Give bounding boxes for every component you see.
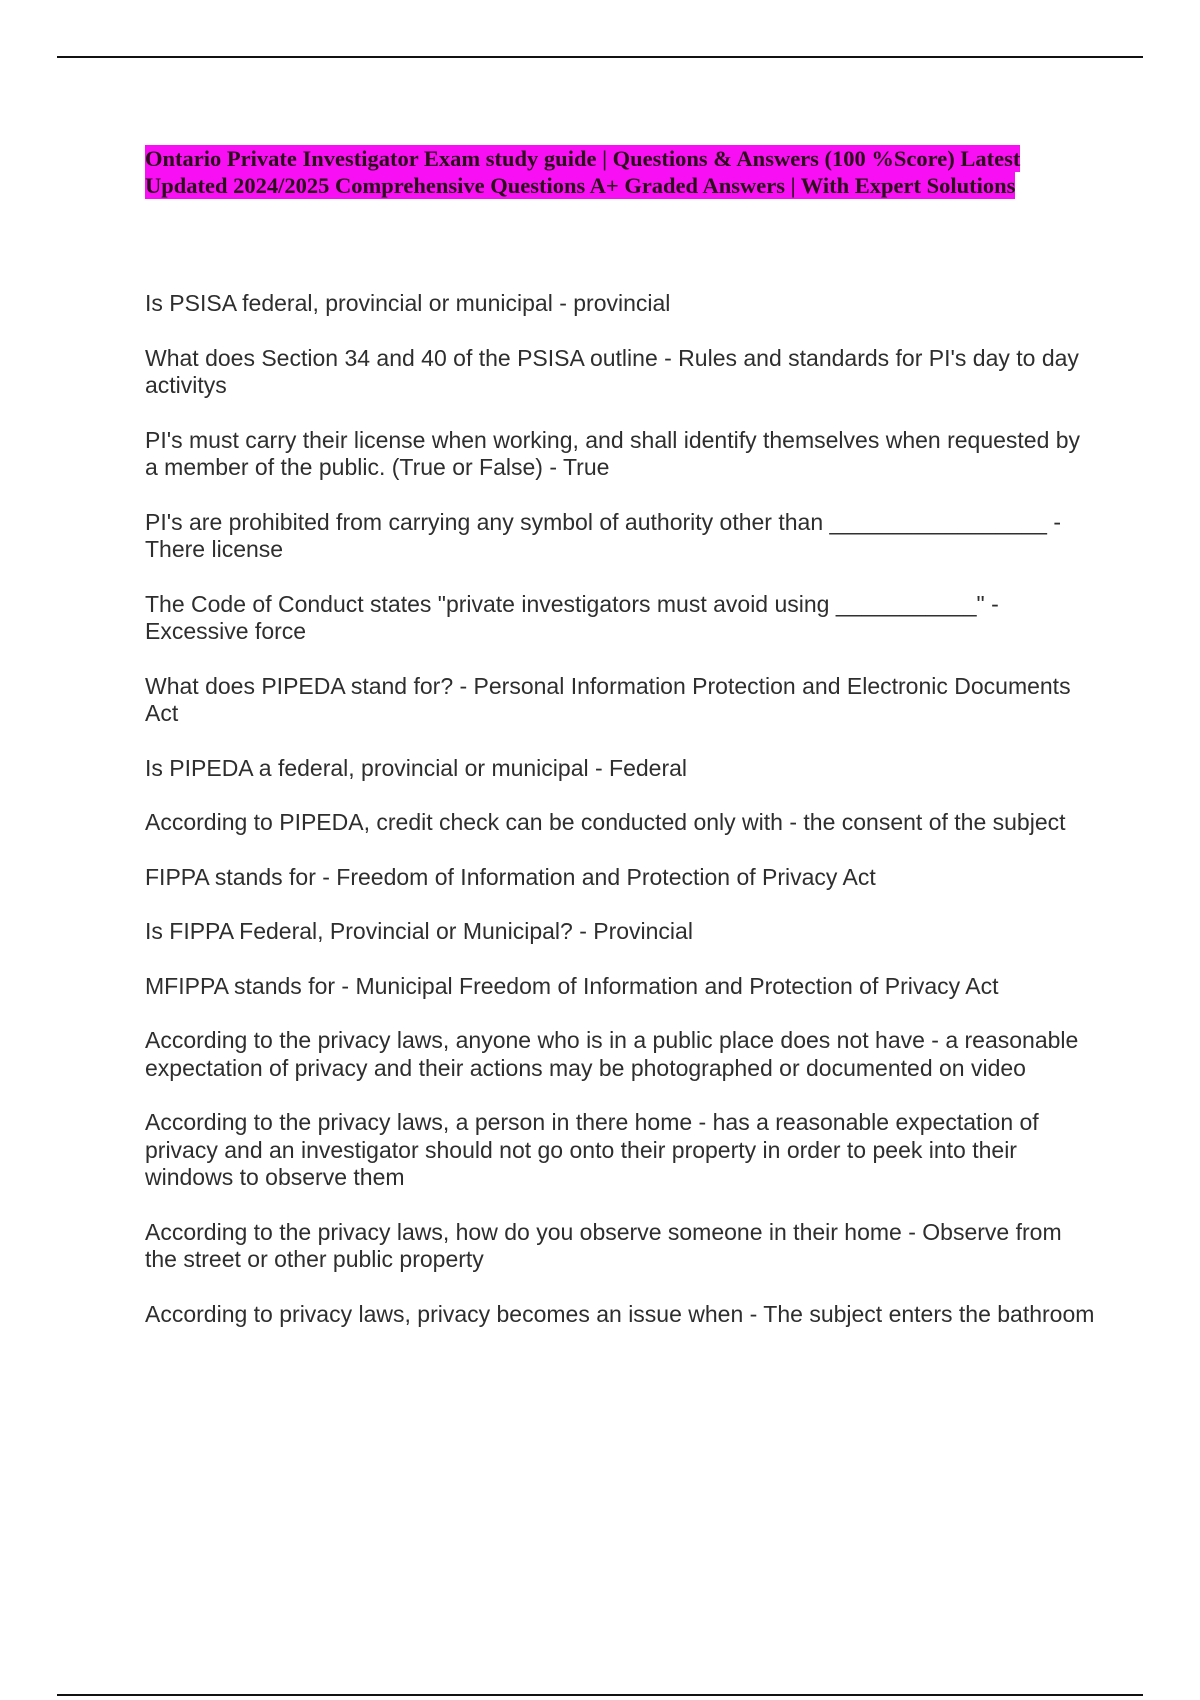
bottom-divider xyxy=(57,1694,1143,1696)
qa-item: What does PIPEDA stand for? - Personal Information Protection and Electronic Documents Act xyxy=(145,672,1071,726)
qa-item: Is FIPPA Federal, Provincial or Municipal? - Provincial xyxy=(145,918,693,944)
top-divider xyxy=(57,56,1143,58)
document-title xyxy=(145,145,1090,199)
qa-item: MFIPPA stands for - Municipal Freedom of Information and Protection of Privacy Act xyxy=(145,972,999,999)
document-title-text: Ontario Private Investigator Exam study guide | Questions & Answers (100 %Score) Latest Updated 2024/2025 Comprehensive Questions A+ Graded Answers | With Expert Solutions xyxy=(145,146,1021,198)
qa-item: FIPPA stands for - Freedom of Information and Protection of Privacy Act xyxy=(145,863,876,890)
qa-item: According to the privacy laws, a person in there home - has a reasonable expectation of privacy and an investigator should not go onto their property in order to peek into their windows to observe them xyxy=(145,1109,1039,1190)
qa-item: Is PIPEDA a federal, provincial or municipal - Federal xyxy=(145,754,688,781)
qa-list xyxy=(145,290,1095,1355)
qa-item: Is PSISA federal, provincial or municipal - provincial xyxy=(145,290,671,316)
qa-item: According to the privacy laws, how do you observe someone in their home - Observe from the street or other public property xyxy=(145,1218,1062,1272)
qa-item: PI's must carry their license when working, and shall identify themselves when requested by a member of the public. (True or False) - True xyxy=(145,426,1081,480)
qa-item: According to the privacy laws, anyone who is in a public place does not have - a reasonable expectation of privacy and their actions may be photographed or documented on video xyxy=(145,1027,1079,1081)
qa-item: PI's are prohibited from carrying any symbol of authority other than _________________ - There license xyxy=(145,508,1062,562)
qa-item: The Code of Conduct states "private investigators must avoid using ___________" - Excessive force xyxy=(145,590,999,644)
qa-item: According to privacy laws, privacy becomes an issue when - The subject enters the bathroom xyxy=(145,1300,1095,1327)
qa-item: What does Section 34 and 40 of the PSISA outline - Rules and standards for PI's day to day activitys xyxy=(145,344,1079,398)
qa-item: According to PIPEDA, credit check can be conducted only with - the consent of the subject xyxy=(145,809,1066,835)
